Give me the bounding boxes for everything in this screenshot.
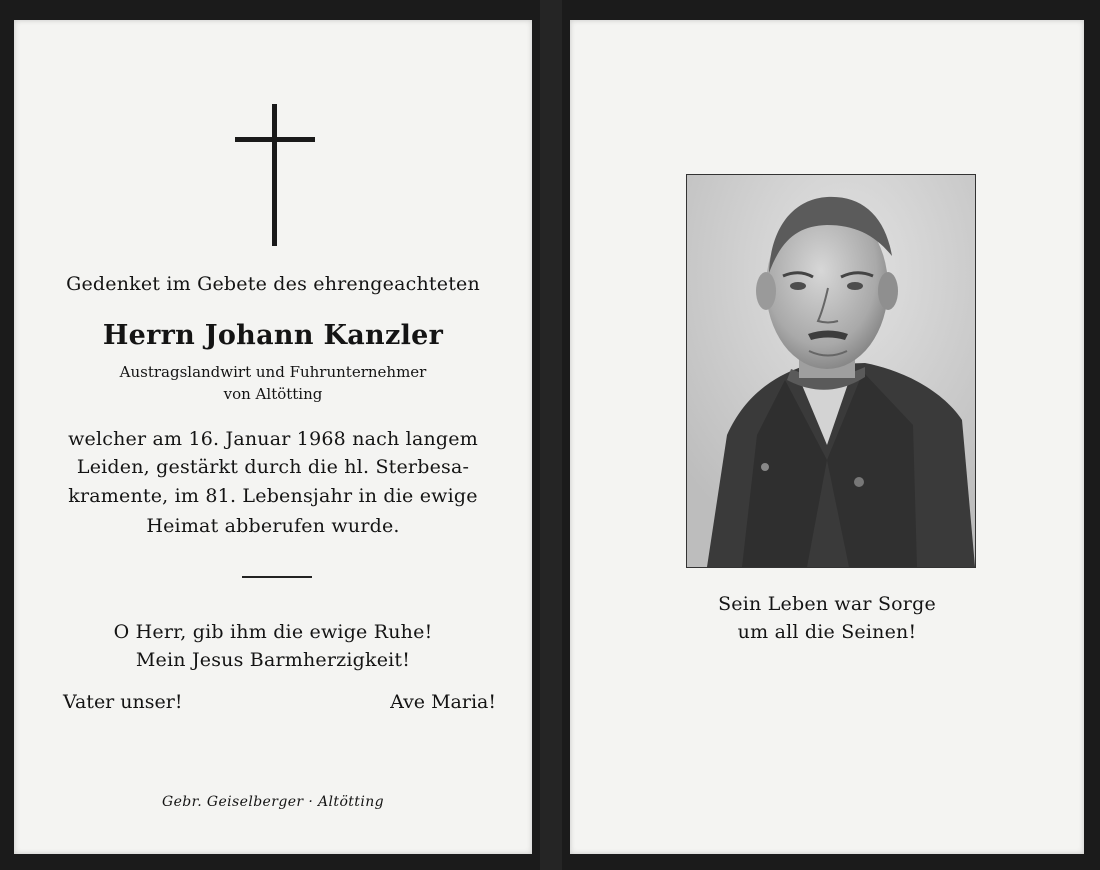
right-card: [570, 20, 1084, 854]
cross-icon: [235, 104, 315, 246]
portrait-photo: [686, 174, 976, 568]
left-card: [14, 20, 532, 854]
divider: [242, 576, 312, 578]
intro-text: Gedenket im Gebete des ehrengeachteten: [66, 273, 480, 295]
card-fold: [540, 0, 562, 870]
place-of-origin: von Altötting: [223, 385, 323, 403]
printer-credit: Gebr. Geiselberger · Altötting: [162, 794, 384, 810]
caption-line-1: Sein Leben war Sorge: [718, 593, 936, 615]
portrait-illustration: [687, 175, 975, 567]
closing-prayer-left: Vater unser!: [63, 691, 183, 713]
prayer-line-2: Mein Jesus Barmherzigkeit!: [135, 649, 411, 671]
death-notice-line-4: Heimat abberufen wurde.: [146, 515, 400, 537]
occupation: Austragslandwirt und Fuhrunternehmer: [119, 363, 427, 381]
death-notice-line-2: Leiden, gestärkt durch die hl. Sterbesa-: [76, 456, 470, 478]
closing-prayer-right: Ave Maria!: [390, 691, 496, 713]
death-notice-line-3: kramente, im 81. Lebensjahr in die ewige: [68, 485, 478, 507]
deceased-name: Herrn Johann Kanzler: [102, 320, 444, 351]
death-notice-line-1: welcher am 16. Januar 1968 nach langem: [68, 428, 478, 450]
prayer-line-1: O Herr, gib ihm die ewige Ruhe!: [113, 621, 433, 643]
caption-line-2: um all die Seinen!: [737, 621, 917, 643]
